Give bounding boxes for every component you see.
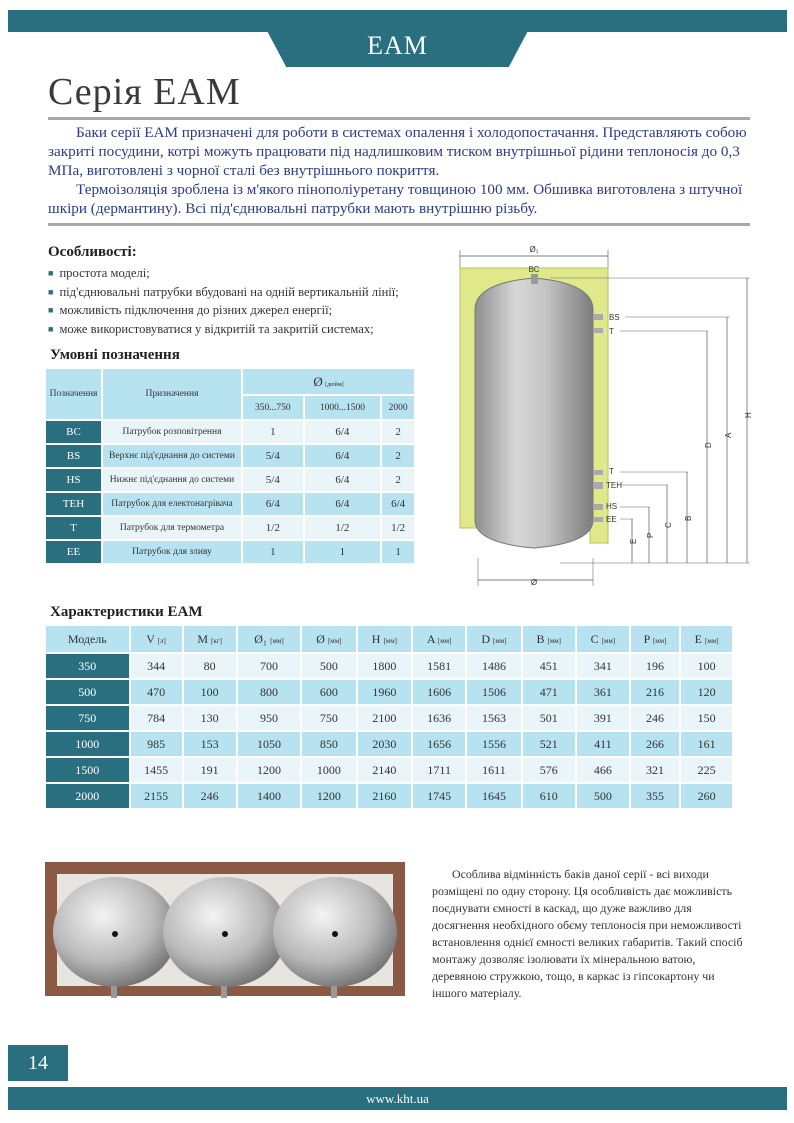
spec-value: 130 bbox=[184, 706, 236, 730]
tank-port bbox=[222, 931, 228, 937]
spec-header-label: D bbox=[481, 631, 491, 646]
spec-value: 1606 bbox=[413, 680, 465, 704]
header-tab-label: ЕАМ bbox=[367, 31, 428, 60]
spec-header-label: C bbox=[590, 631, 599, 646]
spec-value: 391 bbox=[577, 706, 629, 730]
dim-label-a: A bbox=[724, 432, 733, 438]
legend-value: 1 bbox=[305, 541, 381, 563]
spec-value: 321 bbox=[631, 758, 679, 782]
spec-row bbox=[46, 706, 732, 730]
legend-value: 2 bbox=[382, 421, 414, 443]
legend-col-code: Позначення bbox=[46, 369, 101, 419]
legend-value: 6/4 bbox=[382, 493, 414, 515]
port-label-bs: BS bbox=[609, 313, 620, 322]
legend-value: 6/4 bbox=[305, 421, 381, 443]
spec-header-unit: [мм] bbox=[601, 636, 616, 645]
tank-port bbox=[112, 931, 118, 937]
spec-header-label: H bbox=[371, 631, 381, 646]
spec-header-label: A bbox=[426, 631, 435, 646]
spec-model: 1500 bbox=[46, 758, 129, 782]
spec-value: 750 bbox=[302, 706, 355, 730]
spec-value: 2155 bbox=[131, 784, 182, 808]
bottom-diameter-label: Ø bbox=[530, 578, 538, 587]
spec-header-unit: [мм] bbox=[327, 636, 342, 645]
legend-value: 1 bbox=[382, 541, 414, 563]
legend-value: 1/2 bbox=[305, 517, 381, 539]
feature-item: ■ простота моделі; bbox=[48, 265, 399, 284]
spec-model: 750 bbox=[46, 706, 129, 730]
spec-value: 355 bbox=[631, 784, 679, 808]
legend-value: 1/2 bbox=[382, 517, 414, 539]
spec-header-label: Ø₁ bbox=[254, 631, 268, 646]
spec-value: 451 bbox=[523, 654, 575, 678]
legend-range: 350...750 bbox=[243, 396, 303, 419]
spec-value: 260 bbox=[681, 784, 732, 808]
spec-value: 216 bbox=[631, 680, 679, 704]
spec-header-unit: [мм] bbox=[705, 636, 719, 645]
spec-model: 2000 bbox=[46, 784, 129, 808]
spec-model: 350 bbox=[46, 654, 129, 678]
legend-value: 6/4 bbox=[305, 493, 381, 515]
spec-value: 1645 bbox=[467, 784, 520, 808]
spec-header-unit: [л] bbox=[157, 636, 166, 645]
spec-value: 1636 bbox=[413, 706, 465, 730]
spec-value: 466 bbox=[577, 758, 629, 782]
legend-code: EE bbox=[46, 541, 101, 563]
spec-column-header bbox=[302, 626, 355, 652]
spec-value: 1506 bbox=[467, 680, 520, 704]
spec-value: 1611 bbox=[467, 758, 520, 782]
legend-code: ВС bbox=[46, 421, 101, 443]
legend-table bbox=[44, 367, 416, 565]
spec-value: 1200 bbox=[302, 784, 355, 808]
spec-model: 500 bbox=[46, 680, 129, 704]
spec-value: 985 bbox=[131, 732, 182, 756]
spec-row bbox=[46, 732, 732, 756]
spec-model: 1000 bbox=[46, 732, 129, 756]
spec-value: 1200 bbox=[238, 758, 300, 782]
diameter-unit: [дюйм] bbox=[325, 381, 344, 388]
spec-value: 1656 bbox=[413, 732, 465, 756]
spec-row bbox=[46, 784, 732, 808]
dim-label-d: D bbox=[704, 442, 713, 448]
spec-value: 344 bbox=[131, 654, 182, 678]
thermometer-port bbox=[593, 328, 603, 333]
spec-value: 521 bbox=[523, 732, 575, 756]
spec-column-header bbox=[631, 626, 679, 652]
intro-divider bbox=[48, 223, 750, 226]
spec-value: 2140 bbox=[358, 758, 411, 782]
spec-value: 80 bbox=[184, 654, 236, 678]
legend-purpose: Патрубок розповітрення bbox=[103, 421, 241, 443]
spec-value: 600 bbox=[302, 680, 355, 704]
legend-purpose: Патрубок для електонагрівача bbox=[103, 493, 241, 515]
spec-value: 471 bbox=[523, 680, 575, 704]
footer-url[interactable]: www.kht.ua bbox=[8, 1087, 787, 1110]
spec-value: 150 bbox=[681, 706, 732, 730]
legend-value: 1 bbox=[243, 421, 303, 443]
spec-column-header bbox=[467, 626, 520, 652]
spec-value: 1800 bbox=[358, 654, 411, 678]
spec-value: 225 bbox=[681, 758, 732, 782]
dim-label-h: H bbox=[744, 412, 753, 418]
legend-value: 5/4 bbox=[243, 469, 303, 491]
port-label-ee: EE bbox=[606, 515, 617, 524]
intro-text bbox=[48, 123, 750, 218]
legend-purpose: Верхнє під'єднання до системи bbox=[103, 445, 241, 467]
legend-value: 6/4 bbox=[243, 493, 303, 515]
legend-code: HS bbox=[46, 469, 101, 491]
spec-value: 2030 bbox=[358, 732, 411, 756]
page-title: Серія ЕАМ bbox=[48, 71, 241, 113]
spec-value: 470 bbox=[131, 680, 182, 704]
spec-header-unit: [кг] bbox=[211, 636, 222, 645]
spec-value: 120 bbox=[681, 680, 732, 704]
port-label-t: T bbox=[609, 467, 614, 476]
spec-value: 341 bbox=[577, 654, 629, 678]
legend-value: 2 bbox=[382, 469, 414, 491]
heater-port bbox=[593, 482, 603, 489]
tank-dimension-diagram bbox=[450, 238, 760, 593]
thermometer-port bbox=[593, 470, 603, 475]
spec-column-header bbox=[358, 626, 411, 652]
drain-port bbox=[593, 517, 603, 522]
spec-header-unit: [мм] bbox=[383, 636, 397, 645]
spec-value: 1563 bbox=[467, 706, 520, 730]
legend-value: 6/4 bbox=[305, 445, 381, 467]
spec-value: 501 bbox=[523, 706, 575, 730]
spec-value: 2160 bbox=[358, 784, 411, 808]
cascade-description: Особлива відмінність баків даної серії - всі виходи розміщені по одну сторону. Ця особливість дає можливість поєднувати ємності в каскад, що дуже важливо для досягнення необхідного обєму теплоносія при неможливості встановлення однієї ємності великих габаритів. Такий спосіб монтажу дозволяє ізолювати їх мінеральною ватою, деревяною стружкою, тощо, в каркас із гіпсокартону чи іншого матеріалу. bbox=[432, 867, 743, 1000]
legend-code: T bbox=[46, 517, 101, 539]
spec-value: 500 bbox=[302, 654, 355, 678]
spec-value: 950 bbox=[238, 706, 300, 730]
spec-value: 576 bbox=[523, 758, 575, 782]
intro-paragraph-1: Баки серії ЕАМ призначені для роботи в системах опалення і холодопостачання. Представляють собою закриті посудини, котрі можуть працювати під надлишковим тиском внутрішньої рідини теплоносія до 0,3 МПа, виготовлені з чорної сталі без внутрішнього покриття. bbox=[48, 124, 747, 179]
spec-value: 196 bbox=[631, 654, 679, 678]
port-label-hs: HS bbox=[606, 502, 618, 511]
title-divider bbox=[48, 117, 750, 120]
spec-header-unit: [мм] bbox=[547, 636, 562, 645]
spec-value: 700 bbox=[238, 654, 300, 678]
spec-value: 2100 bbox=[358, 706, 411, 730]
spec-value: 1556 bbox=[467, 732, 520, 756]
spec-header-label: P bbox=[643, 631, 650, 646]
spec-header-label: Модель bbox=[67, 631, 107, 646]
spec-row bbox=[46, 654, 732, 678]
spec-column-header bbox=[46, 626, 129, 652]
spec-header-unit: [мм] bbox=[270, 636, 284, 645]
upper-port bbox=[593, 314, 603, 320]
spec-value: 1455 bbox=[131, 758, 182, 782]
spec-header-label: M bbox=[197, 631, 209, 646]
dim-label-b: B bbox=[684, 515, 693, 521]
spec-row bbox=[46, 680, 732, 704]
spec-value: 153 bbox=[184, 732, 236, 756]
spec-header-label: V bbox=[146, 631, 155, 646]
spec-header-label: E bbox=[694, 631, 702, 646]
spec-value: 100 bbox=[184, 680, 236, 704]
spec-header-label: Ø bbox=[316, 631, 325, 646]
spec-value: 1486 bbox=[467, 654, 520, 678]
spec-header-unit: [мм] bbox=[493, 636, 507, 645]
tank-leg bbox=[331, 986, 337, 998]
spec-row bbox=[46, 758, 732, 782]
spec-value: 266 bbox=[631, 732, 679, 756]
spec-value: 850 bbox=[302, 732, 355, 756]
spec-column-header bbox=[184, 626, 236, 652]
spec-value: 411 bbox=[577, 732, 629, 756]
feature-item: ■ під'єднювальні патрубки вбудовані на одній вертикальній лінії; bbox=[48, 284, 399, 303]
features-list bbox=[48, 265, 399, 339]
legend-value: 6/4 bbox=[305, 469, 381, 491]
legend-code: BS bbox=[46, 445, 101, 467]
features-heading: Особливості: bbox=[48, 244, 137, 260]
spec-value: 1400 bbox=[238, 784, 300, 808]
spec-header-unit: [мм] bbox=[437, 636, 452, 645]
spec-table bbox=[44, 624, 734, 810]
feature-item: ■ можливість підключення до різних джерел енергії; bbox=[48, 302, 399, 321]
spec-header-label: B bbox=[536, 631, 545, 646]
spec-column-header bbox=[413, 626, 465, 652]
spec-column-header bbox=[523, 626, 575, 652]
spec-value: 100 bbox=[681, 654, 732, 678]
page-number: 14 bbox=[8, 1045, 68, 1081]
spec-column-header bbox=[681, 626, 732, 652]
legend-value: 5/4 bbox=[243, 445, 303, 467]
port-label-t: T bbox=[609, 327, 614, 336]
spec-value: 1050 bbox=[238, 732, 300, 756]
legend-code: TEH bbox=[46, 493, 101, 515]
legend-value: 1/2 bbox=[243, 517, 303, 539]
port-label-vc: ВС bbox=[528, 265, 540, 274]
spec-column-header bbox=[238, 626, 300, 652]
spec-value: 246 bbox=[631, 706, 679, 730]
legend-purpose: Патрубок для термометра bbox=[103, 517, 241, 539]
lower-port bbox=[593, 504, 603, 510]
spec-heading: Характеристики ЕАМ bbox=[50, 604, 203, 620]
port-label-teh: TEH bbox=[606, 481, 622, 490]
tank-body bbox=[475, 278, 593, 548]
spec-value: 1581 bbox=[413, 654, 465, 678]
spec-value: 800 bbox=[238, 680, 300, 704]
legend-heading: Умовні позначення bbox=[50, 347, 180, 363]
dim-label-c: C bbox=[664, 522, 673, 528]
spec-column-header bbox=[577, 626, 629, 652]
spec-value: 1000 bbox=[302, 758, 355, 782]
cascade-tanks-illustration bbox=[45, 862, 405, 1002]
dim-label-e: E bbox=[629, 538, 638, 544]
spec-column-header bbox=[131, 626, 182, 652]
tank-leg bbox=[221, 986, 227, 998]
spec-value: 361 bbox=[577, 680, 629, 704]
legend-range: 2000 bbox=[382, 396, 414, 419]
spec-value: 1711 bbox=[413, 758, 465, 782]
spec-value: 610 bbox=[523, 784, 575, 808]
legend-purpose: Патрубок для зливу bbox=[103, 541, 241, 563]
spec-value: 1745 bbox=[413, 784, 465, 808]
feature-item: ■ може використовуватися у відкритій та закритій системах; bbox=[48, 321, 399, 340]
intro-paragraph-2: Термоізоляція зроблена із м'якого пінополіуретану товщиною 100 мм. Обшивка виготовлена з штучної шкіри (дермантину). Всі під'єднювальні патрубки мають внутрішню різьбу. bbox=[48, 181, 743, 217]
top-diameter-label: Ø₁ bbox=[529, 245, 539, 254]
legend-purpose: Нижнє під'єднання до системи bbox=[103, 469, 241, 491]
air-vent-port bbox=[531, 274, 538, 284]
spec-header-unit: [мм] bbox=[652, 636, 667, 645]
spec-value: 161 bbox=[681, 732, 732, 756]
legend-col-diameter bbox=[243, 369, 414, 394]
dim-label-p: P bbox=[646, 532, 655, 538]
spec-value: 784 bbox=[131, 706, 182, 730]
diameter-symbol: Ø bbox=[313, 373, 323, 389]
spec-value: 246 bbox=[184, 784, 236, 808]
spec-value: 500 bbox=[577, 784, 629, 808]
legend-col-purpose: Призначення bbox=[103, 369, 241, 419]
tank-leg bbox=[111, 986, 117, 998]
legend-value: 2 bbox=[382, 445, 414, 467]
tank-port bbox=[332, 931, 338, 937]
spec-value: 1960 bbox=[358, 680, 411, 704]
legend-range: 1000...1500 bbox=[305, 396, 381, 419]
legend-value: 1 bbox=[243, 541, 303, 563]
spec-value: 191 bbox=[184, 758, 236, 782]
